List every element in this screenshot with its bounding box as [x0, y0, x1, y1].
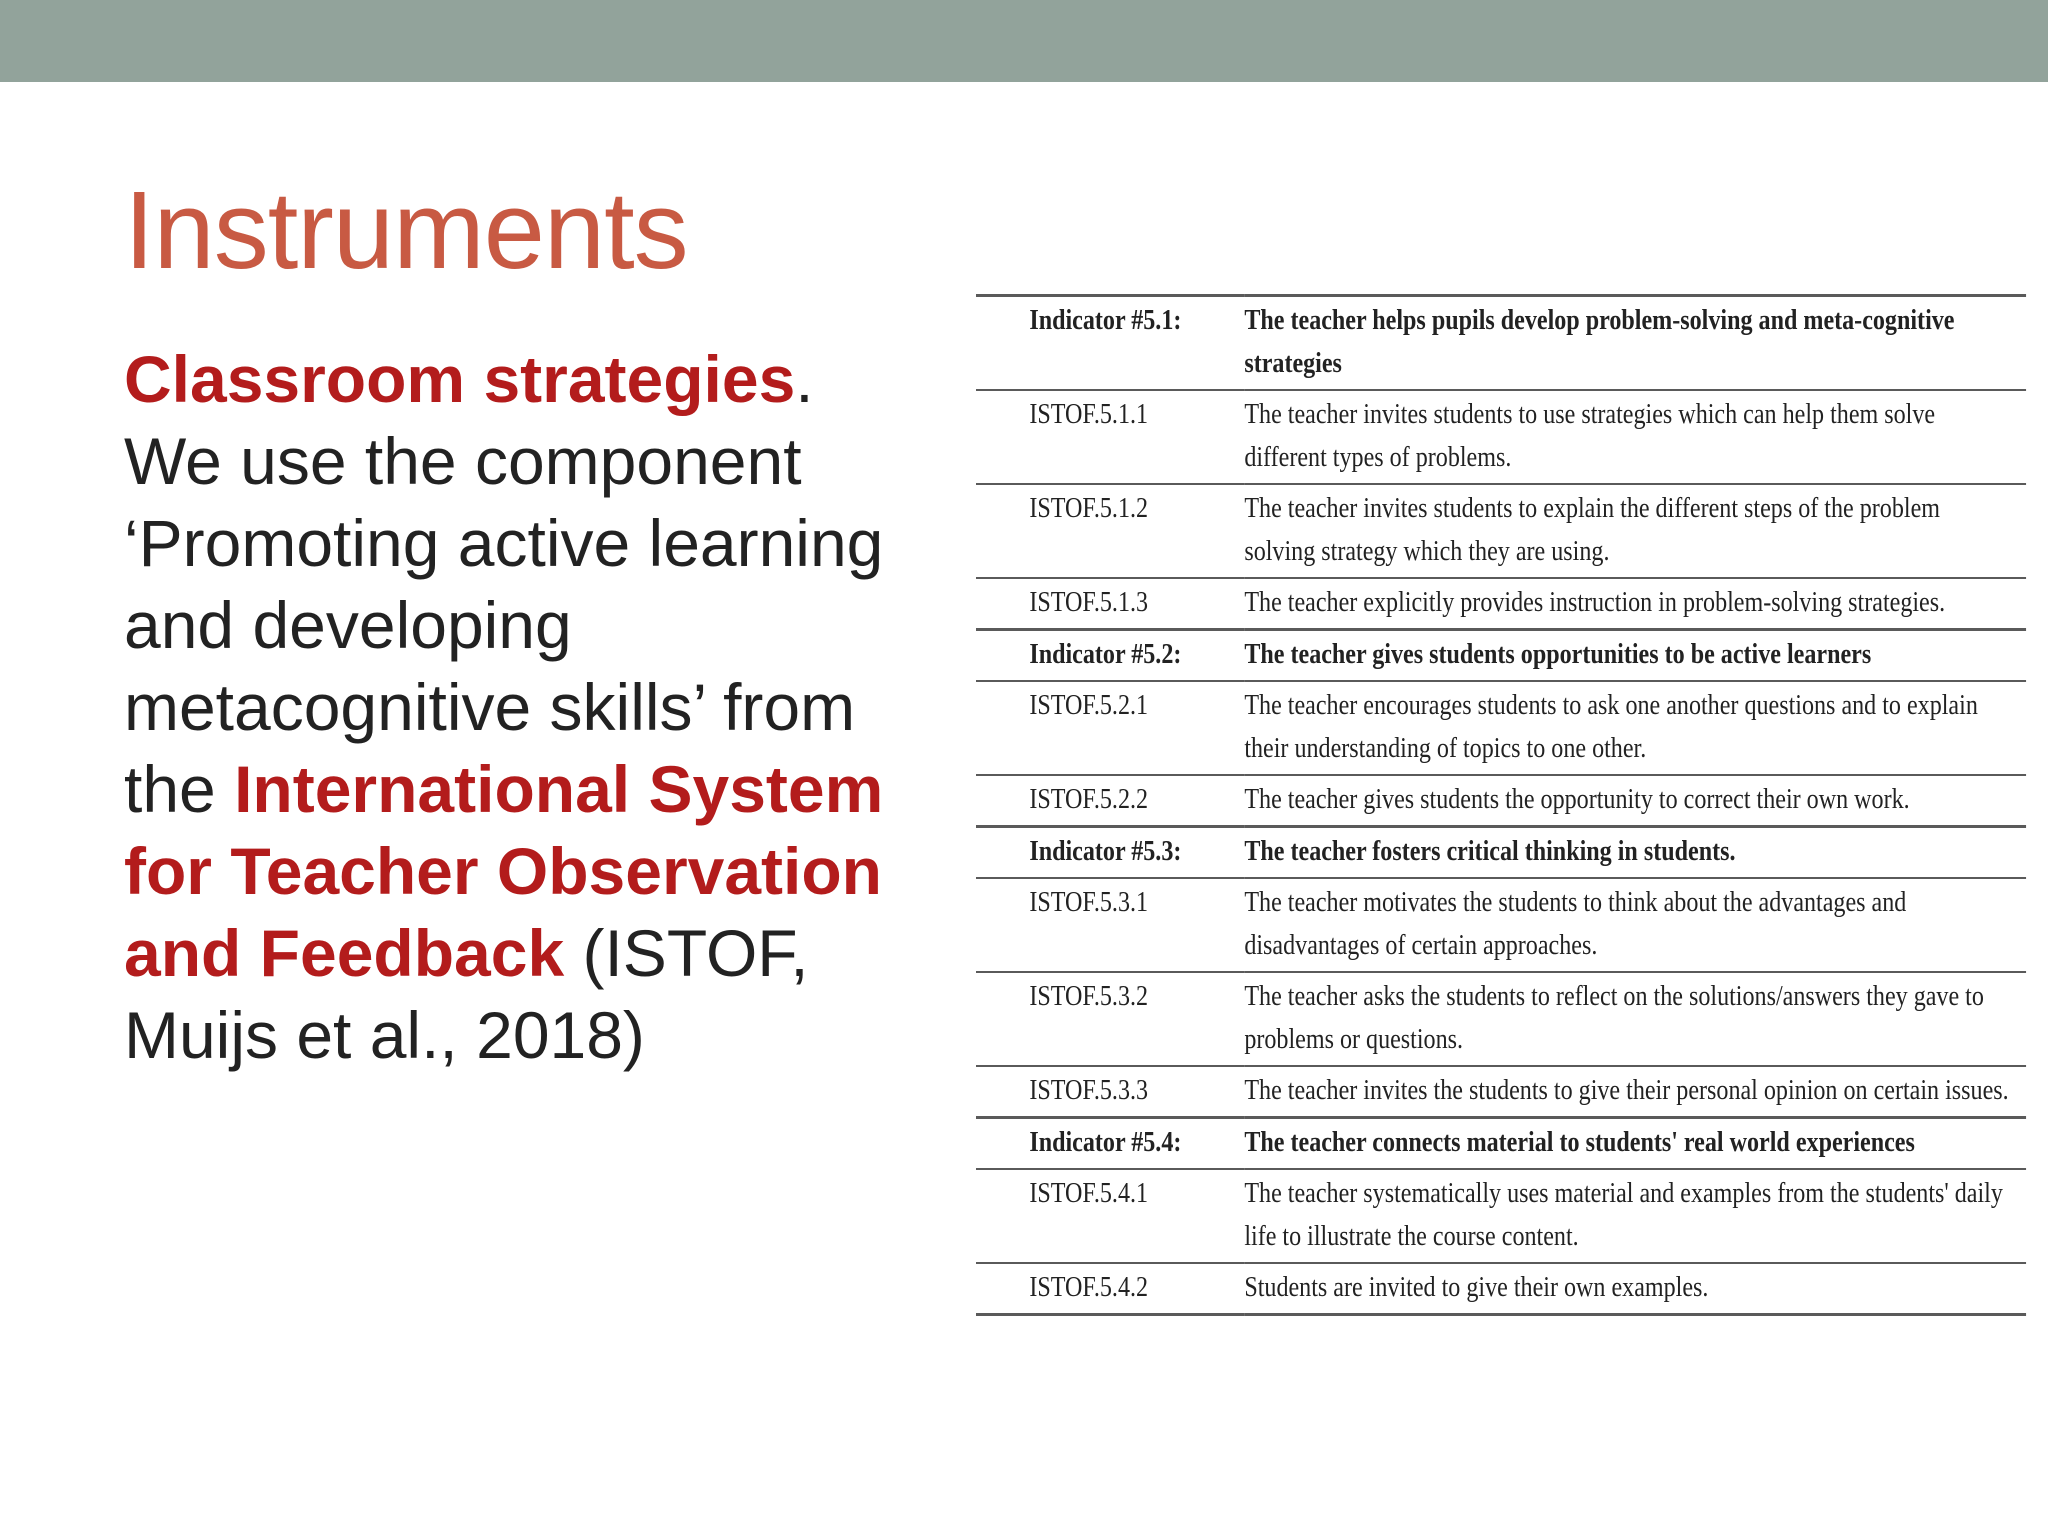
indicator-code: Indicator #5.1: [1029, 305, 1182, 336]
item-code: ISTOF.5.3.2 [1029, 981, 1149, 1012]
indicator-code: Indicator #5.2: [1029, 639, 1182, 670]
table-row-indicator [976, 1118, 2026, 1170]
table-row-indicator [976, 827, 2026, 879]
table-row [976, 681, 2026, 775]
item-code: ISTOF.5.2.2 [1029, 784, 1149, 815]
table-row-indicator [976, 296, 2026, 391]
table-row [976, 578, 2026, 630]
item-code: ISTOF.5.1.3 [1029, 587, 1149, 618]
table-row [976, 878, 2026, 972]
slide-title: Instruments [124, 169, 688, 292]
table-row [976, 1066, 2026, 1118]
item-code: ISTOF.5.1.2 [1029, 493, 1149, 524]
item-text: Students are invited to give their own examples. [1244, 1272, 1709, 1303]
table-row [976, 1169, 2026, 1263]
table-row [976, 1263, 2026, 1315]
item-code: ISTOF.5.4.2 [1029, 1272, 1149, 1303]
indicator-text: The teacher fosters critical thinking in students. [1244, 836, 1736, 867]
item-text: The teacher asks the students to reflect on the solutions/answers they gave to problems or questions. [1244, 981, 1984, 1055]
item-text: The teacher invites students to use strategies which can help them solve different types of problems. [1244, 399, 1936, 473]
body-text-citation: (ISTOF, Muijs et al., 2018) [124, 916, 809, 1072]
item-text: The teacher gives students the opportunity to correct their own work. [1244, 784, 1910, 815]
item-code: ISTOF.5.2.1 [1029, 690, 1149, 721]
item-code: ISTOF.5.1.1 [1029, 399, 1149, 430]
indicator-text: The teacher helps pupils develop problem-solving and meta-cognitive strategies [1244, 305, 1955, 379]
indicator-text: The teacher gives students opportunities to be active learners [1244, 639, 1872, 670]
indicator-text: The teacher connects material to students' real world experiences [1244, 1127, 1915, 1158]
item-text: The teacher invites students to explain the different steps of the problem solving strategy which they are using. [1244, 493, 1940, 567]
item-text: The teacher explicitly provides instruction in problem-solving strategies. [1244, 587, 1946, 618]
table-row [976, 972, 2026, 1066]
item-code: ISTOF.5.4.1 [1029, 1178, 1149, 1209]
body-text [124, 338, 904, 1076]
istof-table [976, 294, 2026, 1316]
table-row [976, 484, 2026, 578]
highlight-istof-name: International System for Teacher Observation and Feedback [124, 752, 884, 990]
istof-table-container [976, 294, 2026, 1316]
table-row [976, 775, 2026, 827]
item-text: The teacher systematically uses material and examples from the students' daily life to illustrate the course content. [1244, 1178, 2003, 1252]
table-row [976, 390, 2026, 484]
top-bar [0, 0, 2048, 82]
item-text: The teacher encourages students to ask one another questions and to explain their understanding of topics to one other. [1244, 690, 1978, 764]
item-text: The teacher motivates the students to think about the advantages and disadvantages of certain approaches. [1244, 887, 1907, 961]
indicator-code: Indicator #5.3: [1029, 836, 1182, 867]
item-text: The teacher invites the students to give their personal opinion on certain issues. [1244, 1075, 2009, 1106]
item-code: ISTOF.5.3.1 [1029, 887, 1149, 918]
highlight-classroom-strategies: Classroom strategies [124, 342, 796, 416]
body-text-main: . We use the component ‘Promoting active learning and developing metacognitive skills’ from the [124, 342, 884, 826]
indicator-code: Indicator #5.4: [1029, 1127, 1182, 1158]
item-code: ISTOF.5.3.3 [1029, 1075, 1149, 1106]
table-row-indicator [976, 630, 2026, 682]
